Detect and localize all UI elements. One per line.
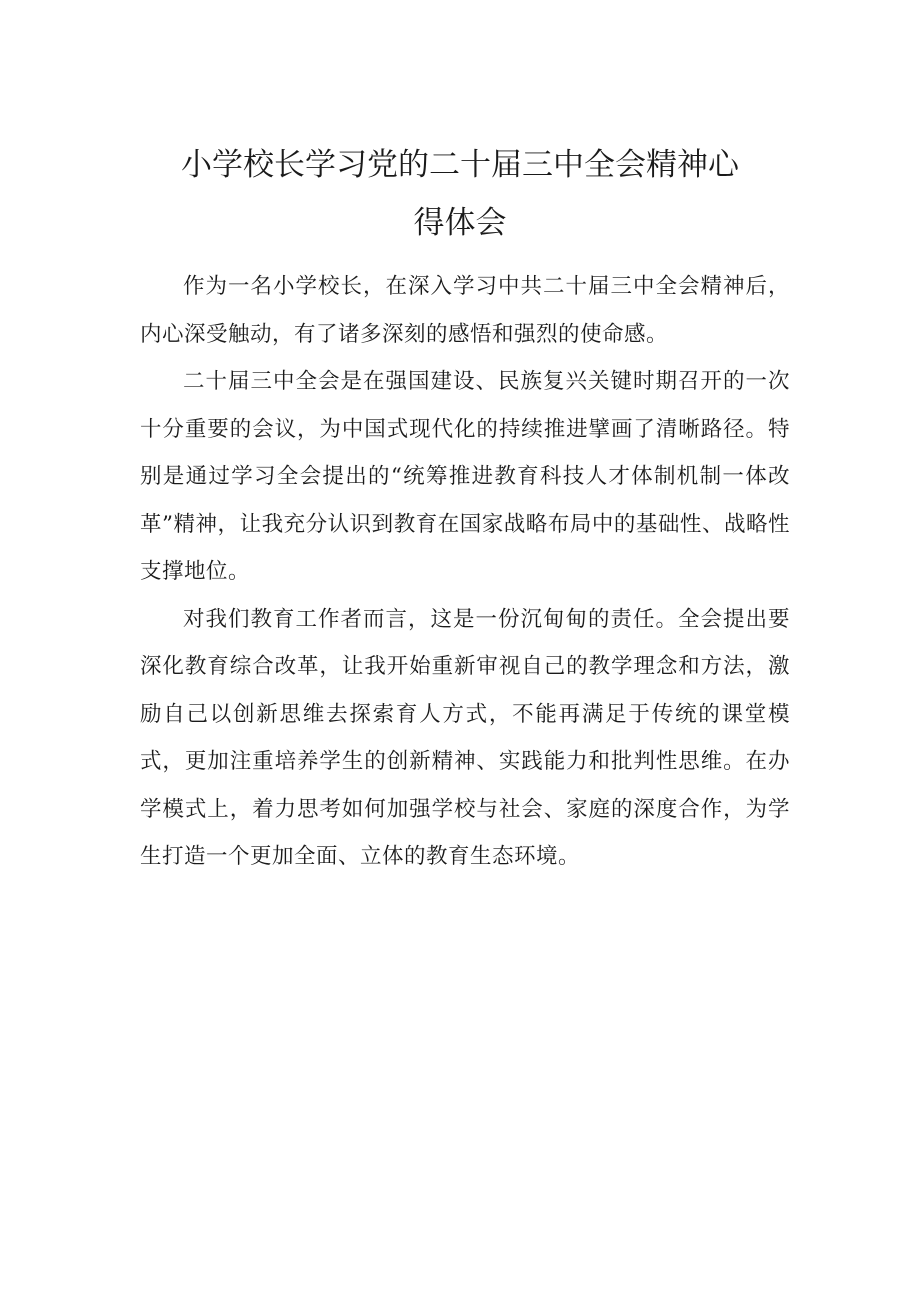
document-body	[140, 263, 790, 881]
paragraph-2: 二十届三中全会是在强国建设、民族复兴关键时期召开的一次十分重要的会议，为中国式现代化的持续推进擘画了清晰路径。特别是通过学习全会提出的“统筹推进教育科技人才体制机制一体改革”精神，让我充分认识到教育在国家战略布局中的基础性、战略性支撑地位。	[140, 369, 790, 584]
title-line-1: 小学校长学习党的二十届三中全会精神心	[181, 147, 739, 183]
paragraph-1: 作为一名小学校长，在深入学习中共二十届三中全会精神后，内心深受触动，有了诸多深刻的感悟和强烈的使命感。	[140, 274, 790, 347]
title-line-2: 得体会	[413, 205, 507, 241]
paragraph-3: 对我们教育工作者而言，这是一份沉甸甸的责任。全会提出要深化教育综合改革，让我开始重新审视自己的教学理念和方法，激励自己以创新思维去探索育人方式，不能再满足于传统的课堂模式，更加注重培养学生的创新精神、实践能力和批判性思维。在办学模式上，着力思考如何加强学校与社会、家庭的深度合作，为学生打造一个更加全面、立体的教育生态环境。	[140, 606, 790, 869]
document-title	[140, 136, 780, 252]
